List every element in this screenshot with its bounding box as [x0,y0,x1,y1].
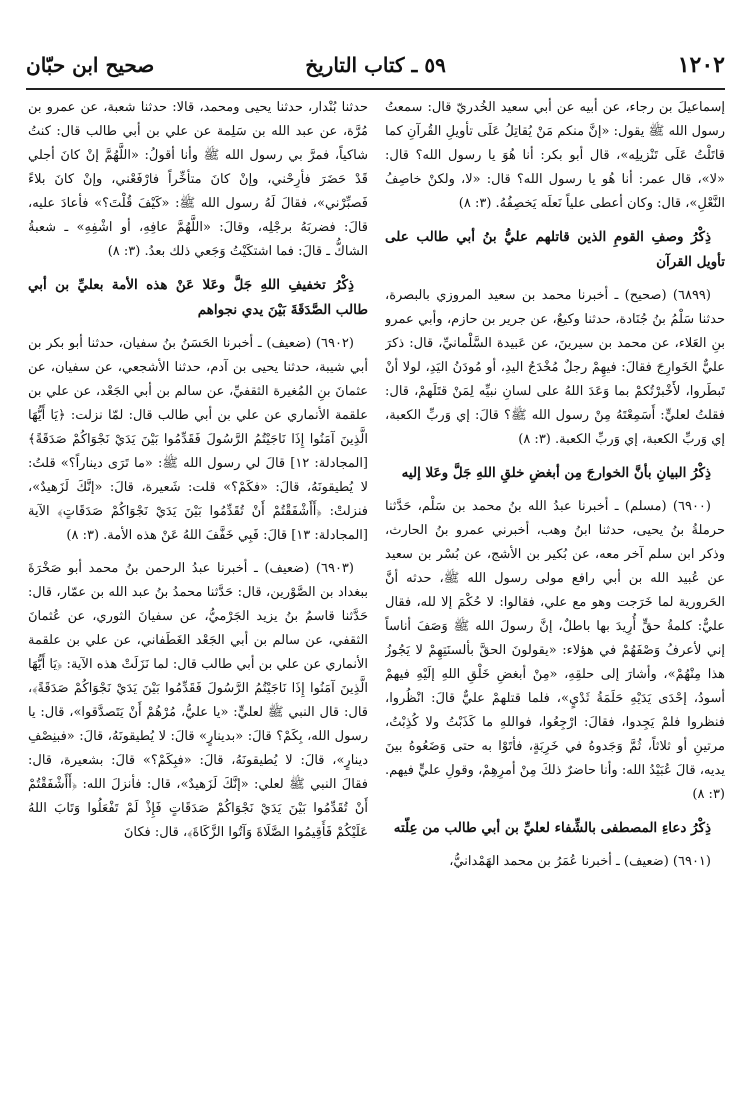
page-header [26,48,725,90]
section-heading: ذِكْرُ تخفيفِ اللهِ جَلَّ وعَلا عَنْ هذه الأمة بعليِّ بن أبي طالب الصَّدَقَةَ بَيْنَ يدي نجواهم [28,277,368,318]
section-heading: ذِكْرُ البيانِ بأنَّ الخوارجَ مِن أبغضِ خلقِ اللهِ جَلَّ وعَلا إليه [401,465,711,481]
section-heading: ذِكْرُ وصفِ القومِ الذين قاتلهم عليُّ بنُ أبي طالب على تأويل القرآن [385,229,725,270]
text-block: حدثنا بُنْدار، حدثنا يحيى ومحمد، قالا: حدثنا شعبة، عن عمرو بن مُرَّة، عن عبد الله بن سَلِمة عن علي بن أبي طالب قال: كنتُ شاكياً، فمرَّ بي رسول الله ﷺ وأنا أقولُ: «اللَّهُمَّ إنْ كانَ أجلي قَدْ حَضَرَ فأرِحْني، وإنْ كانَ متأخِّراً فارْفَعْني، وإنْ كانَ بلاءً فَصبِّرْني»، فقالَ لَهُ رسول الله ﷺ: «كَيْفَ قُلْتَ؟» فأعادَ عليه، قالَ: فضربَهُ برجْلِه، وقالَ: «اللَّهُمَّ عافِهِ، أو اشْفِهِ» ـ شعبةُ الشاكُّ ـ قالَ: فما اشتكَيْتُ وَجَعي ذلك بعدُ. (٣: ٨) [28,100,368,259]
hadith-entry: (٦٩٠٣) (ضعيف) ـ أخبرنا عبدُ الرحمن بنُ محمد أبو صَخْرَةَ ببغداد بن الصَّوْرين، قال: حَدَّثنا محمدُ بنُ عبد الله بن عمّار، قال: حَدَّثنا قاسمُ بنُ يزيد الجَرْميُّ، عن سفيانَ الثوري، عن عُثمانَ الثقفي، عن سالم بن أبي الجَعْد الغَطَفاني، عن علي بن علقمة الأنماري عن علي بن أبي طالب قال: لما نَزَلَتْ هذه الآية: ﴿يَا أَيُّهَا الَّذِينَ آمَنُوا إِذَا نَاجَيْتُمُ الرَّسُولَ فَقَدِّمُوا بَيْنَ يَدَيْ نَجْوَاكُمْ صَدَقَةً﴾، قال: قال النبي ﷺ لعليٍّ: «يا عليُّ، مُرْهُمْ أَنْ يَتَصدَّقوا»، قال: يا رسول الله، بِكَمْ؟ قالَ: «بدينارٍ» قالَ: لا يُطيقونَهُ، قالَ: «فبنِصْفِ دينارٍ»، قالَ: لا يُطيقونَهُ، قالَ: «فبِكَمْ؟» قالَ: بشعيرة، قال: فقالَ النبي ﷺ لعلي: «إنَّكَ لَزَهيدٌ»، قال: فأنزلَ الله: ﴿أَأَشْفَقْتُمْ أَنْ تُقَدِّمُوا بَيْنَ يَدَيْ نَجْوَاكُمْ صَدَقَاتٍ فَإِذْ لَمْ تَفْعَلُوا وَتَابَ اللهُ عَلَيْكُمْ فَأَقِيمُوا الصَّلَاةَ وَآتُوا الزَّكَاةَ﴾، قال: فكانَ [28,561,368,840]
text-block: إسماعيلَ بن رجاء، عن أبيه عن أبي سعيد الخُدريّ قال: سمعتُ رسول الله ﷺ يقول: «إنَّ منكم مَنْ يُقاتِلُ عَلَى تأويلِ القُرآنِ كما قاتَلْتُ عَلَى تَنْزيلِه»، قال أبو بكر: أنا هُوَ يا رسول الله؟ قال: «لا»، قال عمر: أنا هُو يا رسول الله؟ قال: «لا، ولكنْ خاصِفُ النَّعْلِ»، قال: وكان أعطى علياً نَعلَه يَخصِفُهُ. (٣: ٨) [385,100,725,211]
right-column [385,96,725,1079]
hadith-entry: (٦٨٩٩) (صحيح) ـ أخبرنا محمد بن سعيد المروزي بالبصرة، حدثنا سَلْمُ بنُ جُنَادة، حدثنا وكيعٌ، عن جرير بن حازم، وأبي عمرو بنِ العَلاء، عن محمد بن سيرينَ، عن عَبيدة السَّلْمانيِّ، قال: ذكرَ عليٌّ الخَوارِجَ فقالَ: فيهِمْ رجلٌ مُخْدَجُ اليدِ، أو مُودَنُ اليَدِ، لولا أنْ تَبطَروا، لأَخْبرْتُكمْ بما وَعَدَ اللهُ على لسانِ نبيِّه لِمَنْ قتَلَهمْ، قال: فقلتُ لعليٍّ: أَسَمِعْتَهُ مِنْ رسول الله ﷺ؟ قالَ: إي وَربِّ الكعبة، إي وَربِّ الكعبة، إي وَربِّ الكعبة. (٣: ٨) [385,288,725,447]
hadith-entry: (٦٩٠١) (ضعيف) ـ أخبرنا عُمَرُ بن محمد الهَمْدانيُّ، [449,854,711,869]
hadith-entry: (٦٩٠٢) (ضعيف) ـ أخبرنا الحَسَنُ بنُ سفيان، حدثنا أبو بكر بن أبي شيبة، حدثنا يحيى بن آدم، حدثنا الأشجعي، عن سفيان، عن عثمانَ بنِ المُغيرة الثقفيِّ، عن سالم بن أبي الجَعْد، عن علي بن علقمة الأنماري عن علي بن أبي طالب قال: لمّا نزلت: ﴿يَا أَيُّهَا الَّذِينَ آمَنُوا إِذَا نَاجَيْتُمُ الرَّسُولَ فَقَدِّمُوا بَيْنَ يَدَيْ نَجْوَاكُمْ صَدَقَةً﴾ [المجادلة: ١٢] قالَ لي رسول الله ﷺ: «ما تَرَى ديناراً؟» قلتُ: لا يُطيقونَهُ، قالَ: «فكَمْ؟» قلت: شَعيرة، قالَ: «إنَّكَ لَزَهيدٌ»، فنزلتْ: ﴿أَأَشْفَقْتُمْ أَنْ تُقَدِّمُوا بَيْنَ يَدَيْ نَجْوَاكُمْ صَدَقَاتٍ﴾ الآية [المجادلة: ١٣] قالَ: فَبِي خَفَّفَ اللهُ عَنْ هذه الأمة. (٣: ٨) [28,336,368,543]
chapter-title: ٥٩ ـ كتاب التاريخ [305,53,446,77]
hadith-entry: (٦٩٠٠) (مسلم) ـ أخبرنا عبدُ الله بنُ محمد بن سَلْم، حَدَّثنا حرملةُ بنُ يحيى، حدثنا ابنُ وهب، أخبرني عمرو بنُ الحارث، وذكر ابن سلم آخر معه، عن بُكير بن الأشج، عن بُسْر بن سعيد عن عُبيد الله بن أبي رافع مولى رسول الله ﷺ، حدثه أنَّ الحَرورية لما خَرَجت وهو مع علي، فقالوا: لا حُكْمَ إلا لله، فقال عليٌّ: كلمةُ حقٍّ أُرِيدَ بها باطلٌ، إنَّ رسولَ الله ﷺ وَصَفَ أناساً إني لأعرفُ وَصْفَهُمْ في هؤلاء: «يقولونَ الحقَّ بألسنَتِهِمْ لا يَجُوزُ هذا مِنْهُمْ»، وأشارَ إلى حلقِهِ، «مِنْ أبغضِ خَلْقِ اللهِ إلَيْهِ فيهمْ أسودُ، إحْدَى يَدَيْهِ حَلَمَةُ ثَدْيٍ»، فلما قتلهمْ عليٌّ قالَ: انْظُروا، فنظروا فلمْ يَجِدوا، فقالَ: ارْجِعُوا، فواللهِ ما كَذَبْتُ ولا كُذِبْتُ، مرتينِ أو ثلاثاً، ثُمَّ وَجَدوهُ في خَرِبَةٍ، فأتَوْا به حتى وَضَعُوهُ بينَ يديه، قالَ عُبَيْدُ الله: وأنا حاضرٌ ذلكَ مِنْ أمرِهِمْ، وقولِ عليٍّ فيهم. (٣: ٨) [385,499,725,802]
left-column [28,96,368,1079]
page-number: ١٢٠٢ [677,52,725,78]
page-body [28,96,725,1079]
section-heading: ذِكْرُ دعاءِ المصطفى بالشِّفاء لعليِّ بن أبي طالب من عِلّته [393,820,711,836]
book-title: صحيح ابن حبّان [26,53,155,77]
